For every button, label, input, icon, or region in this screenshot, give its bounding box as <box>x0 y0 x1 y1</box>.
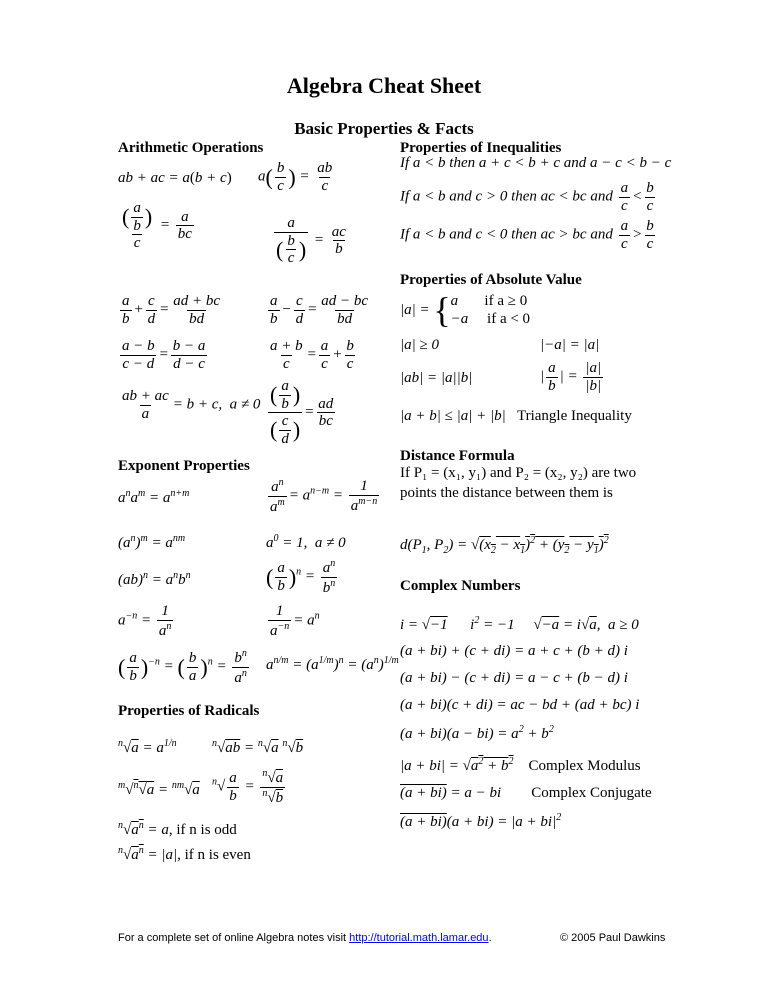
formula-root-def: $^n√a = a^{1/n}$ <box>118 738 177 756</box>
note-even: , if n is even <box>177 847 251 863</box>
footer-link[interactable]: http://tutorial.math.lamar.edu <box>349 932 489 944</box>
formula-complex-frac: ( $\frac{a}{b}$ ) ( $\frac{c}{d}$ ) = $\frac{ad}{bc}$ <box>270 378 334 447</box>
formula-root-nested: $^m$√$^n$√a = $^{nm}$√a <box>118 780 200 798</box>
note-odd: , if n is odd <box>168 822 237 838</box>
formula-complex-conjugate: (a + bi) = a − bi Complex Conjugate <box>400 785 652 801</box>
formula-triangle: |a + b| ≤ |a| + |b| Triangle Inequality <box>400 408 632 424</box>
section-exponent-heading: Exponent Properties <box>118 458 250 474</box>
inequality-rule-3-text: If a < b and c < 0 then ac > bc and <box>400 226 613 243</box>
formula-complex-mult: (a + bi)(c + di) = ac − bd + (ad + bc) i <box>400 697 640 713</box>
inequality-rule-2: If a < b and c > 0 then ac < bc and $\frac{a}{c}$ < $\frac{b}{c}$ <box>400 180 654 214</box>
footer-text: For a complete set of online Algebra notes visit <box>118 932 347 944</box>
section-distance-heading: Distance Formula <box>400 448 515 464</box>
formula-exp-zero: $a^0 = 1$, a ≠ 0 <box>266 533 346 551</box>
footer-period: . <box>488 932 492 944</box>
footer-copyright: © 2005 Paul Dawkins <box>560 932 666 944</box>
formula-exp-neg-recip: $\frac{1}{a^{-n}}$ = $a^n$ <box>270 603 320 639</box>
formula-exp-prod-power: $(ab)^n = a^nb^n$ <box>118 570 191 588</box>
inequality-rule-2-text: If a < b and c > 0 then ac < bc and <box>400 188 613 205</box>
page-subtitle: Basic Properties & Facts <box>294 119 474 138</box>
triangle-label: Triangle Inequality <box>516 408 632 424</box>
formula-factor-cancel: $\frac{ab + ac}{a}$ = b + c, a ≠ 0 <box>122 388 261 422</box>
formula-frac-over-c: ( $\frac{a}{b}$ ) c = $\frac{a}{bc}$ <box>122 200 192 251</box>
formula-exp-frac-power: ( $\frac{a}{b}$ )$^n$ = $\frac{a^n}{b^n}$ <box>266 558 336 596</box>
formula-frac-sub: $\frac{a}{b}$ − $\frac{c}{d}$ = $\frac{ad - bc}{bd}$ <box>270 293 369 327</box>
formula-root-product: $^n$√ab = $^n$√a $^n$√b <box>212 738 304 756</box>
formula-root-odd: $^n√a^n = a$, if n is odd <box>118 820 237 838</box>
inequality-rule-1: If a < b then a + c < b + c and a − c < b − c <box>400 155 672 171</box>
formula-a-times-frac: a( $\frac{b}{c}$ ) = $\frac{ab}{c}$ <box>258 160 333 194</box>
formula-abs-nonneg: |a| ≥ 0 <box>400 337 439 353</box>
formula-complex-modulus: $|a + bi| = √a^2 + b^2$ Complex Modulus <box>400 756 641 774</box>
conjugate-label: Complex Conjugate <box>531 785 652 801</box>
formula-distributive: ab + ac = a(b + c) <box>118 170 232 186</box>
formula-abs-neg: |−a| = |a| <box>540 337 600 353</box>
section-inequalities-heading: Properties of Inequalities <box>400 140 562 156</box>
formula-abs-product: |ab| = |a||b| <box>400 370 473 386</box>
formula-exp-frac-neg: ( $\frac{a}{b}$ )$^{-n}$ = ( $\frac{b}{a}$ )$^n$ = $\frac{b^n}{a^n}$ <box>118 648 247 686</box>
abs-case-1: if a ≥ 0 <box>484 293 528 310</box>
formula-exp-rational: $a^{n/m} = (a^{1/m})^n = (a^n)^{1/m}$ <box>266 655 399 673</box>
distance-text-1: If P₁ = (x₁, y₁) and P₂ = (x₂, y₂) are two <box>400 465 637 481</box>
formula-complex-conj-product: $(a + bi)(a - bi) = a^2 + b^2$ <box>400 724 554 742</box>
formula-distance: $d(P_1$, $P_2) = √(x_2 - x_1)^2 + (y_2 - y_1)^2$ <box>400 535 609 556</box>
distance-text-2: points the distance between them is <box>400 485 613 501</box>
formula-complex-abs-sq: $(a + bi)(a + bi) = |a + bi|^2$ <box>400 812 562 830</box>
footer-note <box>118 932 492 944</box>
formula-exp-negative: $a^{-n}$ = $\frac{1}{a^n}$ <box>118 603 172 639</box>
formula-abs-quotient: | $\frac{a}{b}$ | = $\frac{|a|}{|b|}$ <box>540 360 602 394</box>
page-title: Algebra Cheat Sheet <box>286 73 482 98</box>
formula-frac-split: $\frac{a + b}{c}$ = $\frac{a}{c}$ + $\frac{b}{c}$ <box>270 338 354 372</box>
formula-complex-sub: (a + bi) − (c + di) = a − c + (b − d) i <box>400 670 628 686</box>
formula-abs-def: |a| = { a if a ≥ 0 −a if a < 0 <box>400 290 531 330</box>
formula-exp-power: $(a^n)^m = a^{nm}$ <box>118 533 186 551</box>
formula-sign-swap: $\frac{a - b}{c - d}$ = $\frac{b - a}{d - c}$ <box>122 338 206 372</box>
formula-a-over-frac: a ( $\frac{b}{c}$ ) = $\frac{ac}{b}$ <box>276 215 346 266</box>
formula-i-def: i = √−1 $i^2 = -1$ √−a = i√a, a ≥ 0 <box>400 615 639 633</box>
formula-root-quotient: $^n$√ $\frac{a}{b}$ = $\frac{^n√a}{^n√b}$ <box>212 768 284 806</box>
formula-root-even: $^n√a^n = |a|$, if n is even <box>118 845 251 863</box>
formula-exp-product: $a^na^m = a^{n+m}$ <box>118 488 190 506</box>
abs-case-2: if a < 0 <box>487 310 531 327</box>
inequality-rule-3: If a < b and c < 0 then ac > bc and $\frac{a}{c}$ > $\frac{b}{c}$ <box>400 218 654 252</box>
formula-complex-add: (a + bi) + (c + di) = a + c + (b + d) i <box>400 643 628 659</box>
section-radicals-heading: Properties of Radicals <box>118 703 260 719</box>
modulus-label: Complex Modulus <box>528 758 641 774</box>
formula-frac-add: $\frac{a}{b}$ + $\frac{c}{d}$ = $\frac{ad + bc}{bd}$ <box>122 293 221 327</box>
section-arithmetic-heading: Arithmetic Operations <box>118 140 264 156</box>
section-absolute-heading: Properties of Absolute Value <box>400 272 582 288</box>
formula-exp-quotient: $\frac{a^n}{a^m}$ = $a^{n-m}$ = $\frac{1}{a^{m-n}}$ <box>270 477 378 515</box>
section-complex-heading: Complex Numbers <box>400 578 521 594</box>
